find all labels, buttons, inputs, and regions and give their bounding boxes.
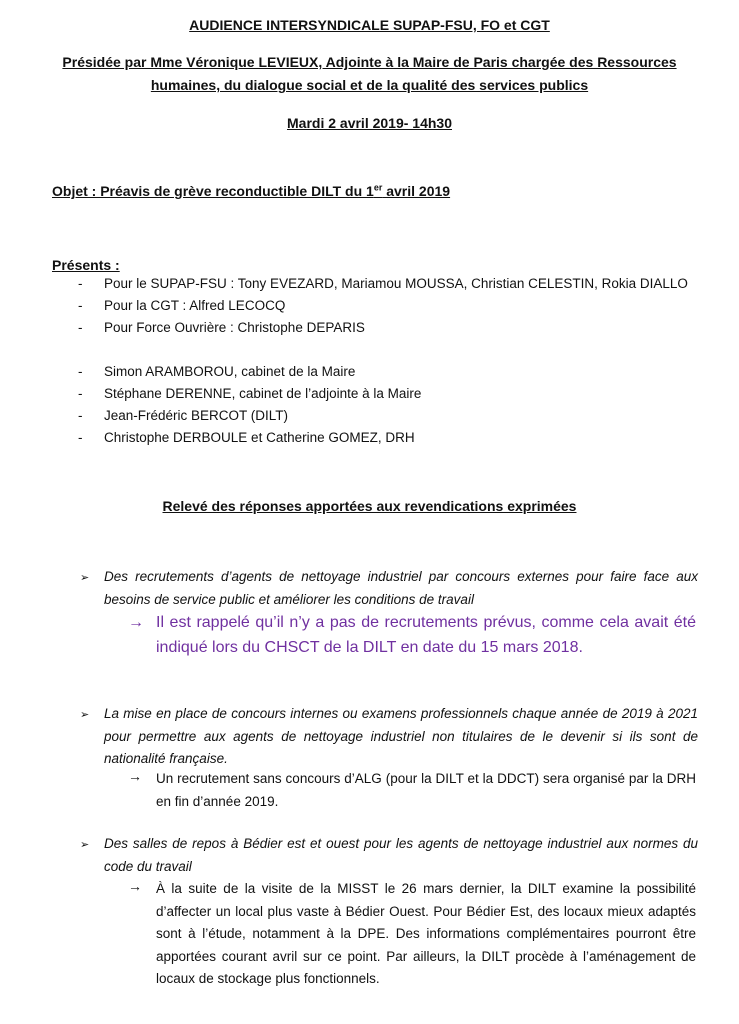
right-arrow-icon: → bbox=[128, 614, 144, 631]
response-text: Un recrutement sans concours d’ALG (pour la DILT et la DDCT) sera organisé par la DRH en fin d’année 2019. bbox=[156, 771, 696, 809]
presided-by-line-1: Présidée par Mme Véronique LEVIEUX, Adjointe à la Maire de Paris chargée des Ressources bbox=[62, 54, 677, 70]
releve-heading: Relevé des réponses apportées aux revendications exprimées bbox=[162, 498, 577, 514]
presents-heading: Présents : bbox=[52, 257, 120, 273]
present-union-cgt: Pour la CGT : Alfred LECOCQ bbox=[104, 298, 286, 313]
bullet-arrowhead-icon: ➢ bbox=[80, 709, 90, 721]
present-union-fo: Pour Force Ouvrière : Christophe DEPARIS bbox=[104, 320, 365, 335]
response-text: À la suite de la visite de la MISST le 26 mars dernier, la DILT examine la possibilité d’affecter un local plus vaste à Bédier Ouest. Pour Bédier Est, des locaux mieux adaptés sont à l’étude, notamment à la DPE. Des informations complémentaires pourront être apportées courant avril sur ce point. Par ailleurs, la DILT procède à l’aménagement de locaux de stockage plus fonctionnels. bbox=[156, 881, 696, 986]
right-arrow-icon: → bbox=[128, 878, 142, 894]
present-union-supap: Pour le SUPAP-FSU : Tony EVEZARD, Mariamou MOUSSA, Christian CELESTIN, Rokia DIALLO bbox=[104, 276, 688, 291]
list-dash: - bbox=[78, 276, 83, 291]
list-dash: - bbox=[78, 430, 83, 445]
objet-line bbox=[52, 180, 450, 202]
objet-prefix: Objet : Préavis de grève reconductible DILT du 1 bbox=[52, 183, 374, 199]
response-text: Il est rappelé qu’il n’y a pas de recrutements prévus, comme cela avait été indiqué lors du CHSCT de la DILT en date du 15 mars 2018. bbox=[156, 614, 696, 656]
present-official: Stéphane DERENNE, cabinet de l’adjointe à la Maire bbox=[104, 386, 422, 401]
objet-suffix: avril 2019 bbox=[382, 183, 451, 199]
list-dash: - bbox=[78, 364, 83, 379]
list-dash: - bbox=[78, 298, 83, 313]
bullet-arrowhead-icon: ➢ bbox=[80, 572, 90, 584]
present-official: Jean-Frédéric BERCOT (DILT) bbox=[104, 408, 289, 423]
document-title: AUDIENCE INTERSYNDICALE SUPAP-FSU, FO et CGT bbox=[189, 17, 550, 33]
right-arrow-icon: → bbox=[128, 768, 142, 784]
demand-text: La mise en place de concours internes ou examens professionnels chaque année de 2019 à 2021 pour permettre aux agents de nettoyage industriel non titulaires de le devenir si ils sont de nationalité française. bbox=[104, 706, 698, 766]
objet-superscript: er bbox=[373, 182, 383, 193]
presided-by-line-2: humaines, du dialogue social et de la qualité des services publics bbox=[150, 77, 589, 93]
list-dash: - bbox=[78, 408, 83, 423]
demand-text: Des salles de repos à Bédier est et ouest pour les agents de nettoyage industriel aux normes du code du travail bbox=[104, 836, 698, 874]
list-dash: - bbox=[78, 320, 83, 335]
meeting-date: Mardi 2 avril 2019- 14h30 bbox=[287, 115, 452, 131]
list-dash: - bbox=[78, 386, 83, 401]
present-official: Christophe DERBOULE et Catherine GOMEZ, DRH bbox=[104, 430, 415, 445]
demand-text: Des recrutements d’agents de nettoyage industriel par concours externes pour faire face aux besoins de service public et améliorer les conditions de travail bbox=[104, 569, 698, 607]
bullet-arrowhead-icon: ➢ bbox=[80, 839, 90, 851]
present-official: Simon ARAMBOROU, cabinet de la Maire bbox=[104, 364, 356, 379]
